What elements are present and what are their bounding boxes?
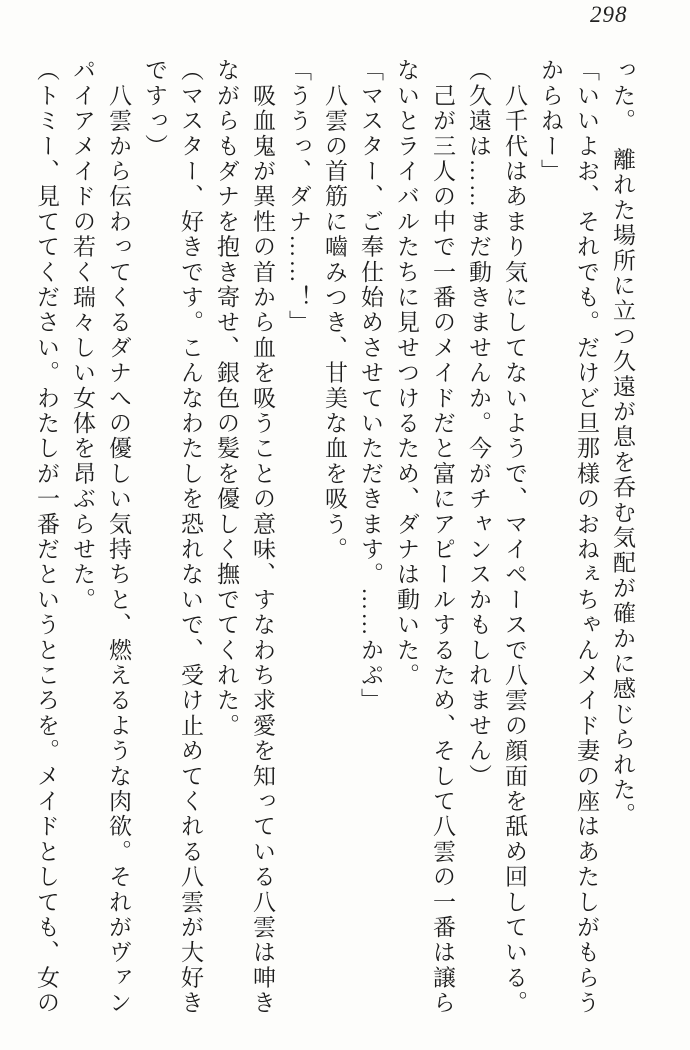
paragraph: 八雲から伝わってくるダナへの優しい気持ちと、燃えるような肉欲。それがヴァンパイアメイドの若く瑞々しい女体を昂ぶらせた。: [70, 58, 131, 1016]
paragraph: 己が三人の中で一番のメイドだと富にアピールするため、そして八雲の一番は譲らないとライバルたちに見せつけるため、ダナは動いた。: [394, 58, 455, 1016]
paragraph: 吸血鬼が異性の首から血を吸うことの意味、すなわち求愛を知っている八雲は呻きながらもダナを抱き寄せ、銀色の髪を優しく撫でてくれた。: [214, 58, 275, 1016]
paragraph: 「マスター、ご奉仕始めさせていただきます。……かぷ」: [358, 58, 383, 714]
vertical-text-block: [28, 58, 640, 1020]
paragraph: （久遠は……まだ動きませんか。今がチャンスかもしれません）: [466, 58, 491, 789]
paragraph: 八雲の首筋に嚙みつき、甘美な血を吸う。: [322, 58, 347, 562]
paragraph: 「ううっ、ダナ……！」: [286, 58, 311, 336]
page-number: 298: [590, 2, 628, 27]
paragraph: （トミー、見ててください。わたしが一番だというところを。メイドとしても、女の: [34, 58, 59, 1016]
paragraph: 「いいよお、それでも。だけど旦那様のおねぇちゃんメイド妻の座はあたしがもらうからねー」: [538, 58, 599, 1016]
paragraph: （マスター、好きです。こんなわたしを恐れないで、受け止めてくれる八雲が大好きですっ）: [142, 58, 203, 1016]
paragraph: った。 離れた場所に立つ久遠が息を呑む気配が確かに感じられた。: [610, 58, 635, 828]
paragraph: 八千代はあまり気にしてないようで、マイペースで八雲の顔面を舐め回している。: [502, 58, 527, 1016]
